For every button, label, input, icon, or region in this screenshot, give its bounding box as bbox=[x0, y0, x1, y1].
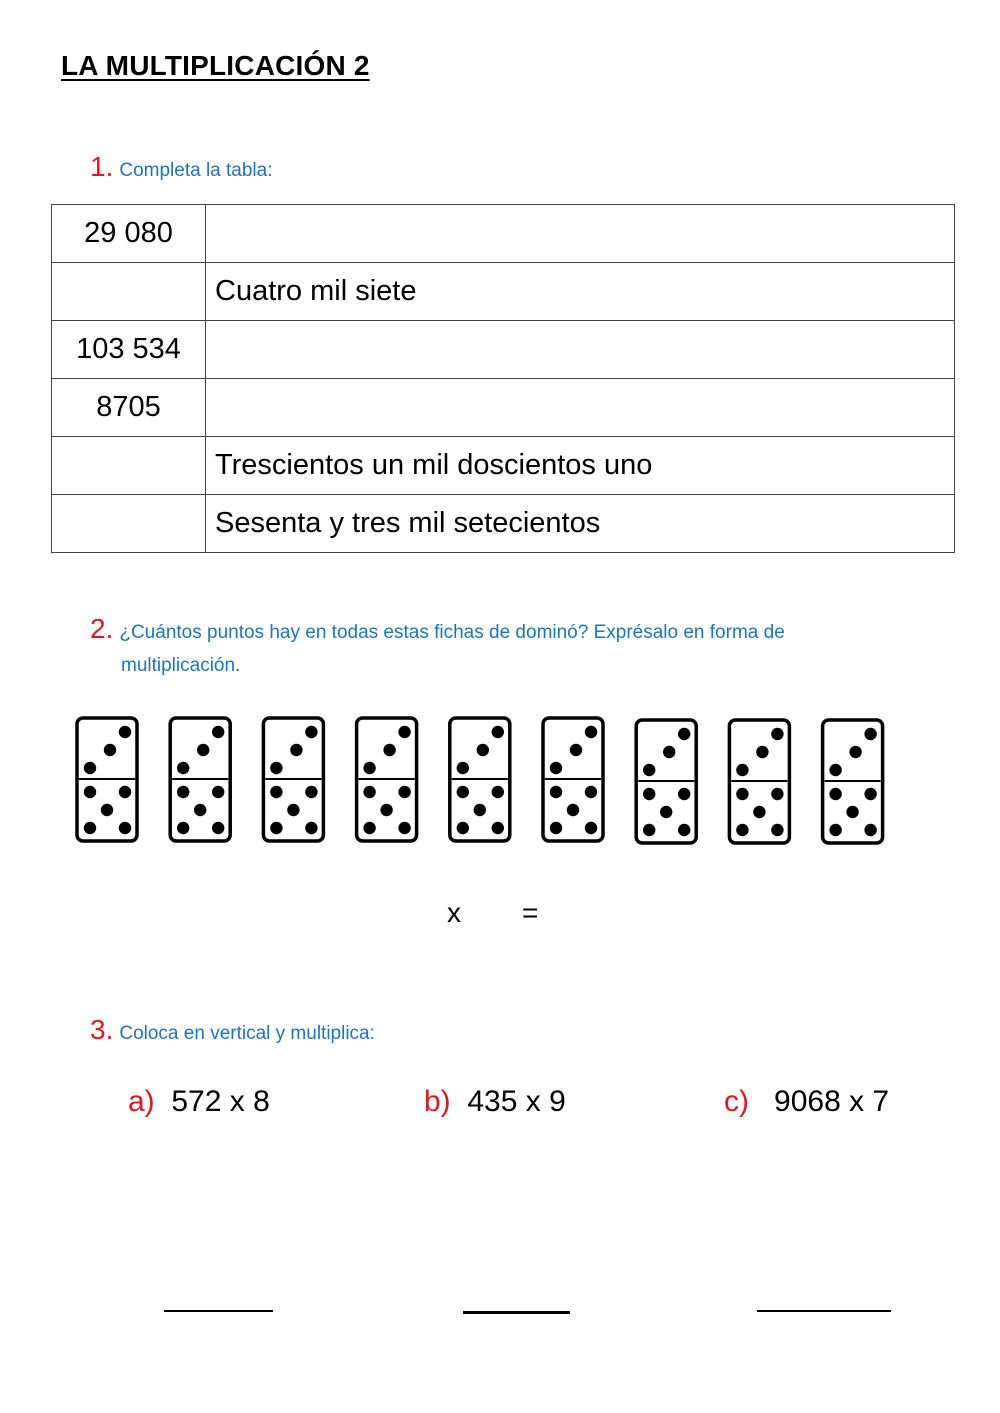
domino-pip bbox=[492, 786, 504, 798]
domino-pip bbox=[457, 786, 469, 798]
domino-pip bbox=[363, 822, 375, 834]
domino-pip bbox=[212, 726, 224, 738]
answer-line-c bbox=[757, 1310, 891, 1312]
domino-pip bbox=[212, 822, 224, 834]
domino-pip bbox=[678, 728, 690, 740]
domino-pip bbox=[84, 762, 96, 774]
domino-pip bbox=[550, 822, 562, 834]
question-1-text: Completa la tabla: bbox=[119, 160, 273, 181]
domino-pip bbox=[864, 824, 876, 836]
domino-tile bbox=[636, 720, 696, 843]
domino-pip bbox=[383, 744, 395, 756]
domino-pip bbox=[270, 762, 282, 774]
domino-pip bbox=[771, 788, 783, 800]
problem-label: c) bbox=[724, 1085, 749, 1118]
domino-pip bbox=[643, 824, 655, 836]
domino-pip bbox=[585, 822, 597, 834]
domino-pip bbox=[663, 746, 675, 758]
question-2-number: 2. bbox=[90, 613, 114, 644]
domino-pip bbox=[585, 786, 597, 798]
problem-expression: 435 x 9 bbox=[467, 1085, 566, 1118]
problem-label: a) bbox=[128, 1085, 155, 1118]
domino-pip bbox=[678, 788, 690, 800]
domino-pip bbox=[270, 786, 282, 798]
domino-pip bbox=[736, 764, 748, 776]
domino-pip bbox=[829, 788, 841, 800]
domino-pip bbox=[570, 744, 582, 756]
domino-pip bbox=[864, 728, 876, 740]
number-cell[interactable]: 8705 bbox=[52, 379, 206, 437]
domino-pip bbox=[864, 788, 876, 800]
domino-tile bbox=[77, 718, 137, 841]
domino-pip bbox=[84, 786, 96, 798]
domino-pip bbox=[305, 822, 317, 834]
domino-pip bbox=[363, 762, 375, 774]
problem-a bbox=[128, 1085, 270, 1119]
question-3-text: Coloca en vertical y multiplica: bbox=[119, 1023, 375, 1044]
problem-expression: 572 x 8 bbox=[171, 1085, 270, 1118]
domino-pip bbox=[829, 764, 841, 776]
domino-pip bbox=[104, 744, 116, 756]
domino-pip bbox=[398, 822, 410, 834]
page-title: LA MULTIPLICACIÓN 2 bbox=[61, 50, 370, 81]
answer-line-b bbox=[463, 1311, 570, 1314]
domino-pip bbox=[492, 822, 504, 834]
domino-pip bbox=[177, 822, 189, 834]
domino-pip bbox=[457, 762, 469, 774]
domino-pip bbox=[194, 804, 206, 816]
domino-pip bbox=[550, 786, 562, 798]
domino-pip bbox=[585, 726, 597, 738]
domino-pip bbox=[101, 804, 113, 816]
domino-pip bbox=[290, 744, 302, 756]
domino-pip bbox=[756, 746, 768, 758]
domino-pip bbox=[197, 744, 209, 756]
domino-pip bbox=[846, 806, 858, 818]
domino-pip bbox=[643, 788, 655, 800]
domino-pip bbox=[771, 728, 783, 740]
domino-pip bbox=[753, 806, 765, 818]
domino-pip bbox=[380, 804, 392, 816]
domino-pip bbox=[212, 786, 224, 798]
domino-pip bbox=[643, 764, 655, 776]
number-cell[interactable]: 103 534 bbox=[52, 321, 206, 379]
domino-tile bbox=[543, 718, 603, 841]
domino-pip bbox=[660, 806, 672, 818]
domino-pip bbox=[492, 726, 504, 738]
domino-pip bbox=[398, 786, 410, 798]
number-cell[interactable]: 29 080 bbox=[52, 205, 206, 263]
domino-tile bbox=[823, 720, 883, 843]
domino-pip bbox=[270, 822, 282, 834]
domino-pip bbox=[736, 824, 748, 836]
answer-line-a bbox=[164, 1310, 273, 1312]
question-3 bbox=[90, 1013, 375, 1050]
times-sign: x bbox=[447, 897, 461, 928]
domino-pip bbox=[287, 804, 299, 816]
domino-pip bbox=[550, 762, 562, 774]
problem-b bbox=[424, 1085, 566, 1119]
words-cell[interactable]: Cuatro mil siete bbox=[206, 263, 955, 321]
problem-label: b) bbox=[424, 1085, 451, 1118]
domino-pip bbox=[477, 744, 489, 756]
domino-pip bbox=[567, 804, 579, 816]
domino-pip bbox=[398, 726, 410, 738]
domino-pip bbox=[736, 788, 748, 800]
domino-pip bbox=[119, 786, 131, 798]
domino-tile bbox=[170, 718, 230, 841]
domino-tile bbox=[357, 718, 417, 841]
domino-pip bbox=[84, 822, 96, 834]
question-2-text: ¿Cuántos puntos hay en todas estas fichas de dominó? Exprésalo en forma de bbox=[119, 622, 785, 643]
problem-expression: 9068 x 7 bbox=[774, 1085, 890, 1118]
domino-pip bbox=[305, 726, 317, 738]
question-3-number: 3. bbox=[90, 1014, 114, 1045]
domino-pip bbox=[363, 786, 375, 798]
question-1-number: 1. bbox=[90, 151, 114, 182]
problem-c bbox=[724, 1085, 889, 1119]
domino-tile bbox=[450, 718, 510, 841]
domino-pip bbox=[119, 822, 131, 834]
question-2-text-cont: multiplicación. bbox=[121, 655, 241, 676]
domino-pip bbox=[457, 822, 469, 834]
words-cell[interactable]: Trescientos un mil doscientos uno bbox=[206, 437, 955, 495]
domino-pip bbox=[829, 824, 841, 836]
words-cell[interactable]: Sesenta y tres mil setecientos bbox=[206, 495, 955, 553]
domino-tile bbox=[263, 718, 323, 841]
domino-pip bbox=[305, 786, 317, 798]
domino-pip bbox=[771, 824, 783, 836]
equals-sign: = bbox=[522, 897, 539, 928]
domino-tile bbox=[729, 720, 789, 843]
domino-pip bbox=[474, 804, 486, 816]
domino-pip bbox=[678, 824, 690, 836]
domino-pip bbox=[849, 746, 861, 758]
domino-pip bbox=[177, 786, 189, 798]
domino-pip bbox=[119, 726, 131, 738]
domino-pip bbox=[177, 762, 189, 774]
